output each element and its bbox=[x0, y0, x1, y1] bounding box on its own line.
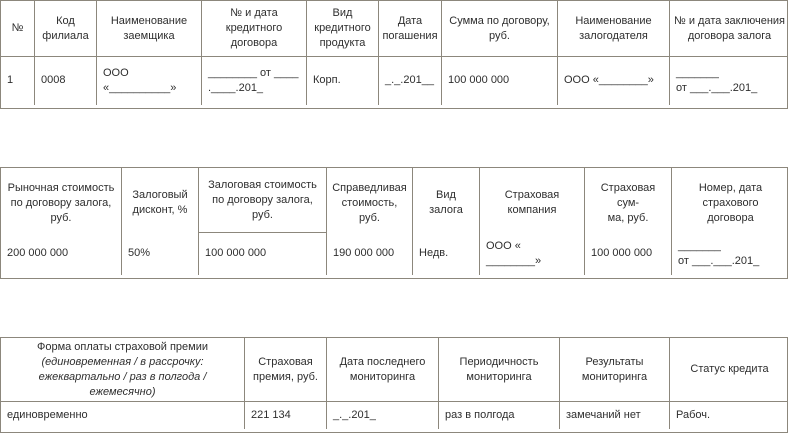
column-header: № и дата кредитного договора bbox=[201, 1, 306, 56]
table-cell: Рабоч. bbox=[669, 401, 789, 429]
table-cell: замечаний нет bbox=[559, 401, 669, 429]
column-header: Код филиала bbox=[34, 1, 96, 56]
column-header: Залоговая стоимость по договору залога, руб. bbox=[198, 168, 326, 232]
collateral-table bbox=[0, 167, 788, 279]
column-header: Залоговый дисконт, % bbox=[121, 168, 198, 238]
table-cell: 100 000 000 bbox=[584, 232, 671, 275]
table-cell: 50% bbox=[121, 232, 198, 275]
table-cell: _._.201_ bbox=[326, 401, 438, 429]
table-cell: _______ от ___.___.201_ bbox=[671, 232, 789, 275]
column-header: № bbox=[11, 22, 24, 34]
insurance-monitoring-table bbox=[0, 337, 788, 433]
column-header: Дата последнего мониторинга bbox=[326, 338, 438, 401]
table-cell: ________ от ____ .____.201_ bbox=[201, 56, 306, 105]
column-header: Рыночная стоимость по договору залога, руб. bbox=[7, 181, 115, 224]
column-header: Сумма по договору, руб. bbox=[441, 1, 557, 56]
column-header: Вид кредитного продукта bbox=[306, 1, 378, 56]
column-header: Дата погашения bbox=[378, 1, 441, 56]
column-header bbox=[1, 338, 244, 401]
column-header: № и дата заключения договора залога bbox=[669, 1, 789, 56]
table-cell: 200 000 000 bbox=[7, 247, 69, 259]
table-cell: 100 000 000 bbox=[441, 56, 557, 105]
table-cell: ООО «________» bbox=[557, 56, 669, 105]
column-header: Статус кредита bbox=[669, 338, 789, 401]
table-cell: ООО «__________» bbox=[96, 56, 201, 105]
cell-divider bbox=[198, 232, 326, 233]
table-cell: 1 bbox=[7, 74, 14, 86]
column-header: Страховая сум- ма, руб. bbox=[584, 168, 671, 238]
table-cell: 0008 bbox=[34, 56, 96, 105]
column-header: Справедливая стоимость, руб. bbox=[326, 168, 412, 238]
column-header: Результаты мониторинга bbox=[559, 338, 669, 401]
table-cell: Корп. bbox=[306, 56, 378, 105]
table-cell: Недв. bbox=[412, 232, 479, 275]
table-cell: единовременно bbox=[7, 408, 88, 421]
column-header: Периодичность мониторинга bbox=[438, 338, 559, 401]
column-header: Вид залога bbox=[412, 168, 479, 238]
column-header: Страховая компания bbox=[479, 168, 584, 238]
column-header: Наименование заемщика bbox=[96, 1, 201, 56]
table-cell: раз в полгода bbox=[438, 401, 559, 429]
column-header: Наименование залогодателя bbox=[557, 1, 669, 56]
header-note: (единовременная / в рассрочку: ежеквартально / раз в полгода / ежемесячно) bbox=[38, 355, 207, 398]
table-cell: ООО « ________» bbox=[479, 232, 584, 275]
table-cell: 221 134 bbox=[244, 401, 326, 429]
table-cell: 190 000 000 bbox=[326, 232, 412, 275]
loan-table bbox=[0, 0, 788, 109]
table-cell: _______ от ___.___.201_ bbox=[669, 56, 789, 105]
column-header: Страховая премия, руб. bbox=[244, 338, 326, 401]
table-cell: _._.201__ bbox=[378, 56, 441, 105]
table-cell: 100 000 000 bbox=[198, 232, 326, 275]
column-header: Номер, дата страхового договора bbox=[671, 168, 789, 238]
header-text: Форма оплаты страховой премии bbox=[36, 340, 209, 353]
